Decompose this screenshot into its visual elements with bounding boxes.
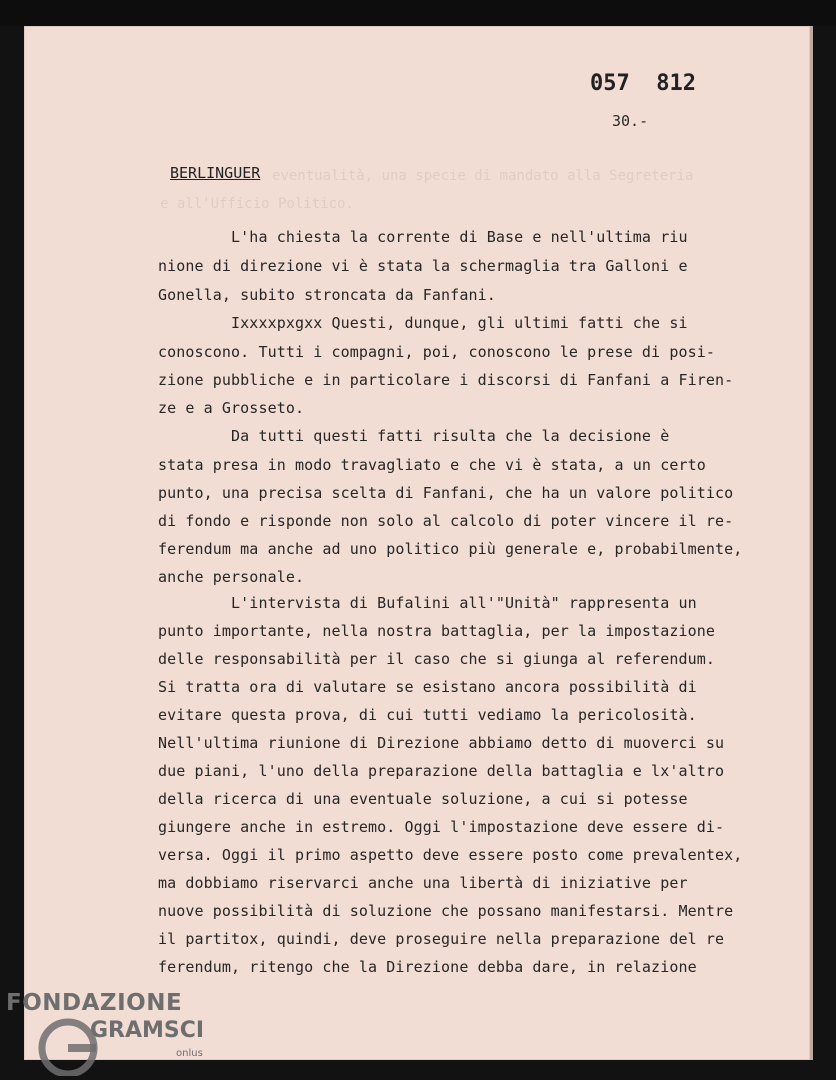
- text-line: L'ha chiesta la corrente di Base e nell'ultima riu: [158, 228, 688, 246]
- text-line: di fondo e risponde non solo al calcolo di poter vincere il re-: [158, 512, 734, 530]
- text-line: Si tratta ora di valutare se esistano ancora possibilità di: [158, 678, 697, 696]
- text-line: anche personale.: [158, 568, 305, 586]
- text-line: della ricerca di una eventuale soluzione, a cui si potesse: [158, 790, 688, 808]
- text-line: giungere anche in estremo. Oggi l'impostazione deve essere di-: [158, 818, 725, 836]
- text-line: ze e a Grosseto.: [158, 399, 305, 417]
- watermark-line-2: GRAMSCI: [90, 1018, 205, 1043]
- text-line: punto importante, nella nostra battaglia, per la impostazione: [158, 622, 715, 640]
- text-line: ferendum, ritengo che la Direzione debba dare, in relazione: [158, 958, 697, 976]
- text-line: ferendum ma anche ad uno politico più generale e, probabilmente,: [158, 540, 743, 558]
- text-line: Nell'ultima riunione di Direzione abbiamo detto di muoverci su: [158, 734, 725, 752]
- text-line: punto, una precisa scelta di Fanfani, che ha un valore politico: [158, 484, 734, 502]
- text-line: delle responsabilità per il caso che si giunga al referendum.: [158, 650, 715, 668]
- text-line: L'intervista di Bufalini all'"Unità" rappresenta un: [158, 594, 697, 612]
- text-line: il partitox, quindi, deve proseguire nella preparazione del re: [158, 930, 725, 948]
- text-line: versa. Oggi il primo aspetto deve essere posto come prevalentex,: [158, 846, 743, 864]
- text-line: zione pubbliche e in particolare i discorsi di Fanfani a Firen-: [158, 371, 734, 389]
- document-heading: BERLINGUER: [170, 164, 261, 182]
- page-number: 30.-: [612, 112, 649, 130]
- text-line: nione di direzione vi è stata la schermaglia tra Galloni e: [158, 257, 688, 275]
- text-line: Ixxxxpxgxx Questi, dunque, gli ultimi fatti che si: [158, 314, 688, 332]
- watermark-line-3: onlus: [176, 1048, 203, 1059]
- text-line: stata presa in modo travagliato e che vi è stata, a un certo: [158, 456, 706, 474]
- text-line: nuove possibilità di soluzione che possano manifestarsi. Mentre: [158, 902, 734, 920]
- text-line: Da tutti questi fatti risulta che la decisione è: [158, 427, 670, 445]
- page-edge: [810, 26, 813, 1060]
- bleed-through-line: e all'Ufficio Politico.: [160, 196, 354, 212]
- fondazione-gramsci-watermark: [4, 990, 214, 1076]
- text-line: ma dobbiamo riservarci anche una libertà di iniziative per: [158, 874, 688, 892]
- text-line: due piani, l'uno della preparazione della battaglia e lx'altro: [158, 762, 725, 780]
- text-line: evitare questa prova, di cui tutti vediamo la pericolosità.: [158, 706, 697, 724]
- text-line: Gonella, subito stroncata da Fanfani.: [158, 286, 496, 304]
- watermark-line-1: FONDAZIONE: [6, 990, 183, 1016]
- text-line: conoscono. Tutti i compagni, poi, conoscono le prese di posi-: [158, 343, 715, 361]
- bleed-through-line: eventualità, una specie di mandato alla Segreteria: [272, 168, 694, 184]
- top-border: [0, 0, 836, 26]
- document-number: 057 812: [590, 71, 696, 96]
